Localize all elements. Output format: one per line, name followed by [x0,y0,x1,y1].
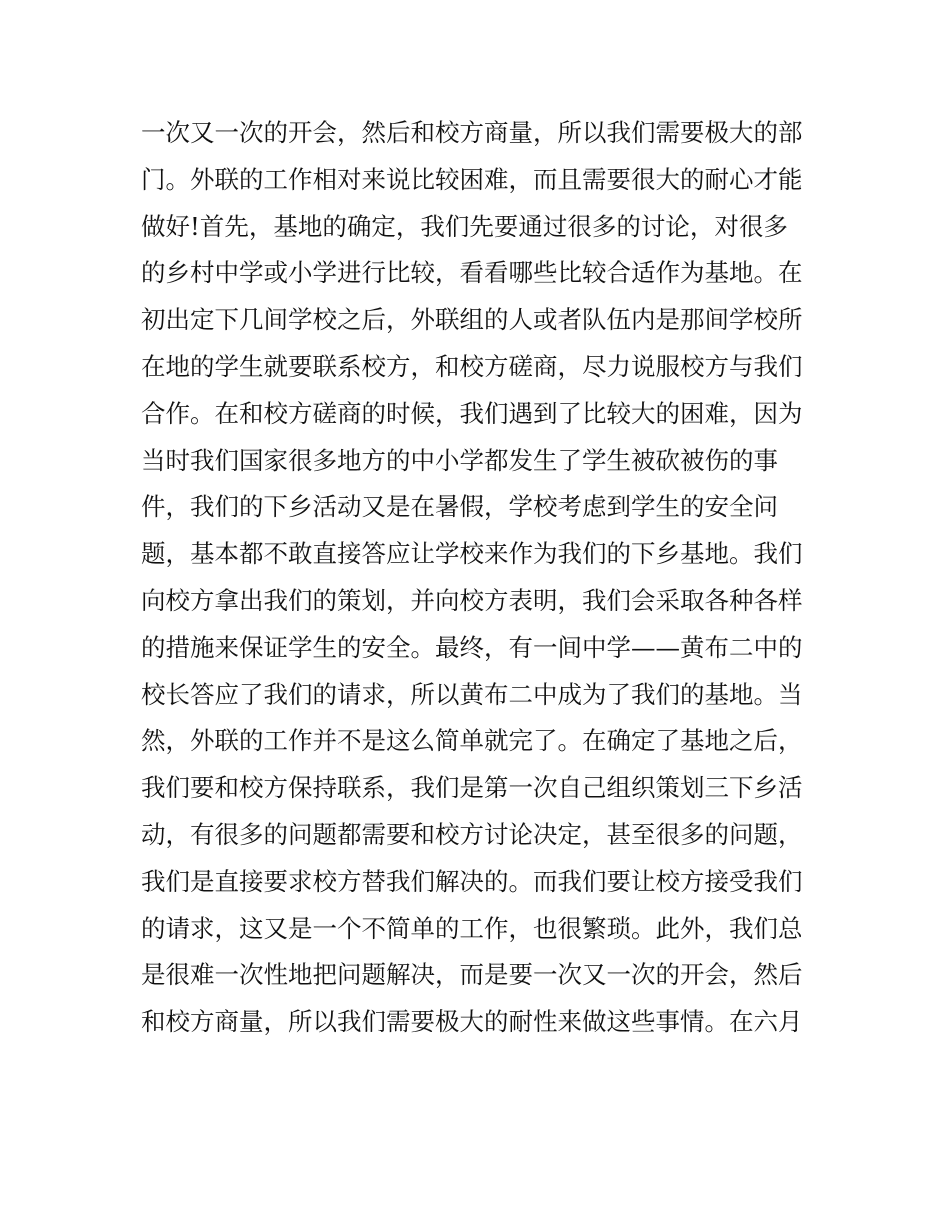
text-line: 我们是直接要求校方替我们解决的。而我们要让校方接受我们 [141,866,803,896]
text-line: 是很难一次性地把问题解决，而是要一次又一次的开会，然后 [141,960,803,990]
text-line: 初出定下几间学校之后，外联组的人或者队伍内是那间学校所 [141,305,803,335]
text-line: 的乡村中学或小学进行比较，看看哪些比较合适作为基地。在 [141,258,803,288]
text-line: 的措施来保证学生的安全。最终，有一间中学——黄布二中的 [141,632,803,662]
text-line: 合作。在和校方磋商的时候，我们遇到了比较大的困难，因为 [141,398,803,428]
body-text [141,110,821,1046]
text-line: 做好!首先，基地的确定，我们先要通过很多的讨论，对很多 [141,211,788,241]
text-line: 在地的学生就要联系校方，和校方磋商，尽力说服校方与我们 [141,351,803,381]
text-line: 向校方拿出我们的策划，并向校方表明，我们会采取各种各样 [141,585,803,615]
text-line: 一次又一次的开会，然后和校方商量，所以我们需要极大的部 [141,118,803,147]
text-line: 当时我们国家很多地方的中小学都发生了学生被砍被伤的事 [141,445,778,475]
text-line: 然，外联的工作并不是这么简单就完了。在确定了基地之后， [141,726,803,756]
text-line: 动，有很多的问题都需要和校方讨论决定，甚至很多的问题， [141,819,803,849]
text-line: 我们要和校方保持联系，我们是第一次自己组织策划三下乡活 [141,773,803,803]
text-line: 件，我们的下乡活动又是在暑假，学校考虑到学生的安全问 [141,492,778,522]
text-line: 门。外联的工作相对来说比较困难，而且需要很大的耐心才能 [141,164,803,194]
text-line: 校长答应了我们的请求，所以黄布二中成为了我们的基地。当 [141,679,803,709]
text-line: 的请求，这又是一个不简单的工作，也很繁琐。此外，我们总 [141,913,803,943]
text-line: 和校方商量，所以我们需要极大的耐性来做这些事情。在六月 [141,1007,803,1037]
text-line: 题，基本都不敢直接答应让学校来作为我们的下乡基地。我们 [141,539,803,569]
